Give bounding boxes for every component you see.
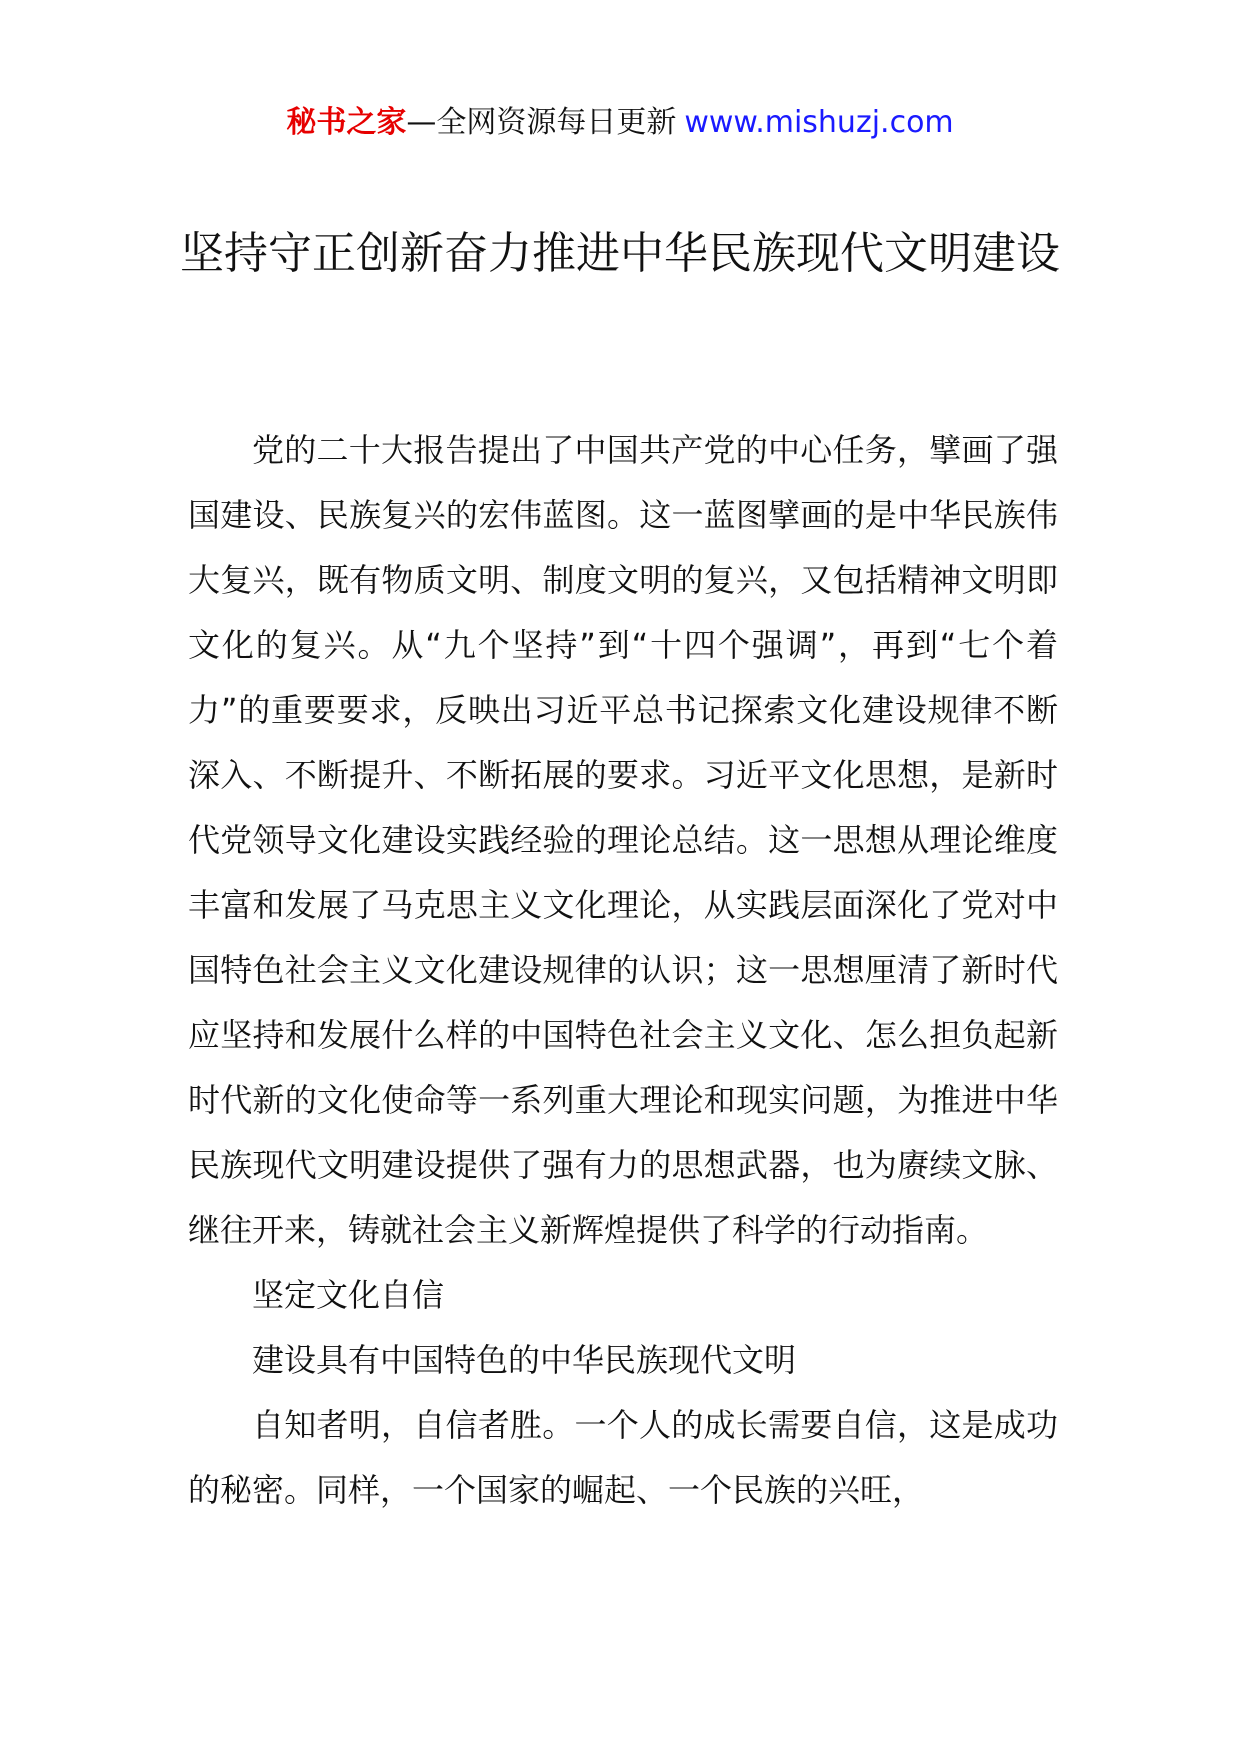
header-tagline: —全网资源每日更新 [406, 105, 677, 140]
document-title: 坚持守正创新奋力推进中华民族现代文明建设 [180, 228, 1060, 279]
section-heading: 坚定文化自信 [252, 1276, 445, 1314]
section-subheading: 建设具有中国特色的中华民族现代文明 [252, 1341, 797, 1379]
site-url-link[interactable]: www.mishuzj.com [684, 105, 954, 140]
paragraph-intro: 党的二十大报告提出了中国共产党的中心任务，擘画了强国建设、民族复兴的宏伟蓝图。这一蓝图擘画的是中华民族伟大复兴，既有物质文明、制度文明的复兴，又包括精神文明即文化的复兴。从“九个坚持”到“十四个强调”，再到“七个着力”的重要要求，反映出习近平总书记探索文化建设规律不断深入、不断提升、不断拓展的要求。习近平文化思想，是新时代党领导文化建设实践经验的理论总结。这一思想从理论维度丰富和发展了马克思主义文化理论，从实践层面深化了党对中国特色社会主义文化建设规律的认识；这一思想厘清了新时代应坚持和发展什么样的中国特色社会主义文化、怎么担负起新时代新的文化使命等一系列重大理论和现实问题，为推进中华民族现代文明建设提供了强有力的思想武器，也为赓续文脉、继往开来，铸就社会主义新辉煌提供了科学的行动指南。 [188, 431, 1058, 1249]
site-header [0, 100, 1240, 146]
brand-name: 秘书之家 [286, 105, 407, 140]
paragraph-section-start: 自知者明，自信者胜。一个人的成长需要自信，这是成功的秘密。同样，一个国家的崛起、一个民族的兴旺， [188, 1406, 1058, 1509]
document-body [188, 418, 1058, 1523]
